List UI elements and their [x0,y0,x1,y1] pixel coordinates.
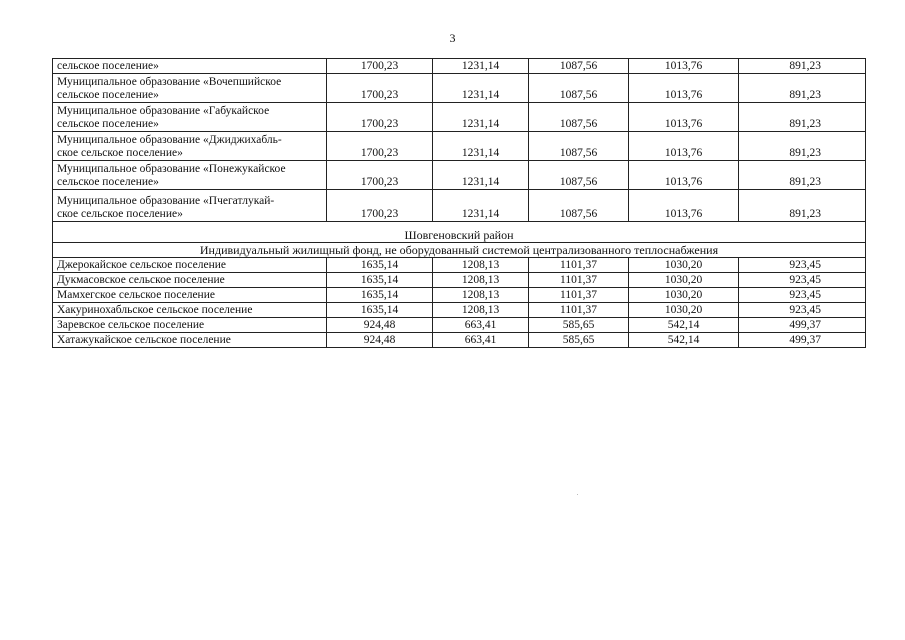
table-row [53,59,866,74]
tariff-value-cell: 1087,56 [529,103,629,132]
tariff-value-cell: 1030,20 [629,288,739,303]
settlement-name-line: Муниципальное образование «Понежукайское [57,163,286,175]
tariff-value-cell: 891,23 [739,59,866,74]
fund-heading-row [53,243,866,258]
table-row [53,103,866,132]
tariff-value-cell: 1101,37 [529,273,629,288]
tariff-value-cell: 891,23 [739,161,866,190]
settlement-name-cell: Хатажукайское сельское поселение [53,333,327,348]
settlement-name-line: Муниципальное образование «Вочепшийское [57,76,282,88]
tariff-value-cell: 923,45 [739,273,866,288]
fund-title: Индивидуальный жилищный фонд, не оборудованный системой централизованного теплоснабжения [53,243,866,258]
settlement-name-line: сельское поселение» [57,176,159,188]
tariff-value-cell: 1231,14 [433,161,529,190]
settlement-name-cell [53,190,327,222]
tariff-value-cell: 1030,20 [629,258,739,273]
settlement-name-line: Муниципальное образование «Джиджихабль- [57,134,282,146]
district-title: Шовгеновский район [53,222,866,243]
tariff-value-cell: 499,37 [739,333,866,348]
tariff-value-cell: 923,45 [739,258,866,273]
tariff-value-cell: 1700,23 [327,74,433,103]
settlement-name-line: ское сельское поселение» [57,208,183,220]
table-row [53,258,866,273]
tariff-value-cell: 1700,23 [327,59,433,74]
settlement-name-cell [53,132,327,161]
settlement-name-cell [53,103,327,132]
tariff-value-cell: 924,48 [327,318,433,333]
table-row [53,190,866,222]
tariff-value-cell: 1700,23 [327,103,433,132]
tariff-value-cell: 1231,14 [433,132,529,161]
settlement-name-cell: Заревское сельское поселение [53,318,327,333]
tariff-value-cell: 1013,76 [629,190,739,222]
tariff-value-cell: 585,65 [529,333,629,348]
tariff-value-cell: 1208,13 [433,288,529,303]
tariff-value-cell: 1101,37 [529,288,629,303]
tariff-value-cell: 1013,76 [629,132,739,161]
tariff-value-cell: 1700,23 [327,132,433,161]
tariff-value-cell: 1013,76 [629,103,739,132]
settlement-name-cell [53,59,327,74]
settlement-name-cell: Джерокайское сельское поселение [53,258,327,273]
settlement-name-cell: Мамхегское сельское поселение [53,288,327,303]
tariff-value-cell: 1231,14 [433,59,529,74]
table-row [53,303,866,318]
tariff-value-cell: 1030,20 [629,273,739,288]
settlement-name-line: Муниципальное образование «Габукайское [57,105,270,117]
table-row [53,132,866,161]
tariff-value-cell: 891,23 [739,132,866,161]
table-row [53,333,866,348]
tariff-value-cell: 923,45 [739,303,866,318]
tariff-value-cell: 542,14 [629,318,739,333]
tariff-value-cell: 1030,20 [629,303,739,318]
tariff-value-cell: 1231,14 [433,190,529,222]
settlement-name-line: ское сельское поселение» [57,147,183,159]
tariff-value-cell: 1700,23 [327,161,433,190]
tariff-value-cell: 1013,76 [629,59,739,74]
settlement-name-line: сельское поселение» [57,118,159,130]
table-row [53,318,866,333]
tariff-value-cell: 1635,14 [327,273,433,288]
tariff-value-cell: 1087,56 [529,74,629,103]
tariff-value-cell: 1101,37 [529,303,629,318]
tariff-value-cell: 1231,14 [433,74,529,103]
tariff-value-cell: 1087,56 [529,132,629,161]
tariff-value-cell: 499,37 [739,318,866,333]
tariff-value-cell: 1013,76 [629,161,739,190]
tariff-value-cell: 923,45 [739,288,866,303]
tariff-value-cell: 1208,13 [433,273,529,288]
tariff-value-cell: 1013,76 [629,74,739,103]
settlement-name-cell [53,74,327,103]
settlement-name-cell [53,161,327,190]
tariff-value-cell: 1635,14 [327,258,433,273]
settlement-name-line: сельское поселение» [57,60,159,72]
tariff-value-cell: 1208,13 [433,303,529,318]
settlement-name-cell: Хакуринохабльское сельское поселение [53,303,327,318]
tariff-value-cell: 1700,23 [327,190,433,222]
table-row [53,74,866,103]
tariff-value-cell: 1087,56 [529,161,629,190]
tariff-value-cell: 663,41 [433,318,529,333]
page-number: 3 [449,31,456,45]
tariff-value-cell: 891,23 [739,103,866,132]
tariff-value-cell: 663,41 [433,333,529,348]
tariff-value-cell: 1087,56 [529,190,629,222]
table-row [53,273,866,288]
settlement-name-line: сельское поселение» [57,89,159,101]
tariff-value-cell: 1635,14 [327,303,433,318]
tariff-value-cell: 1101,37 [529,258,629,273]
tariff-value-cell: 1231,14 [433,103,529,132]
tariff-value-cell: 891,23 [739,190,866,222]
tariff-value-cell: 542,14 [629,333,739,348]
tariff-value-cell: 891,23 [739,74,866,103]
tariff-table [52,58,866,348]
tariff-value-cell: 1208,13 [433,258,529,273]
tariff-value-cell: 1087,56 [529,59,629,74]
tariff-value-cell: 585,65 [529,318,629,333]
settlement-name-cell: Дукмасовское сельское поселение [53,273,327,288]
table-row [53,161,866,190]
scan-speck [577,494,578,495]
tariff-value-cell: 1635,14 [327,288,433,303]
district-heading-row [53,222,866,243]
settlement-name-line: Муниципальное образование «Пчегатлукай- [57,195,275,207]
table-row [53,288,866,303]
tariff-value-cell: 924,48 [327,333,433,348]
